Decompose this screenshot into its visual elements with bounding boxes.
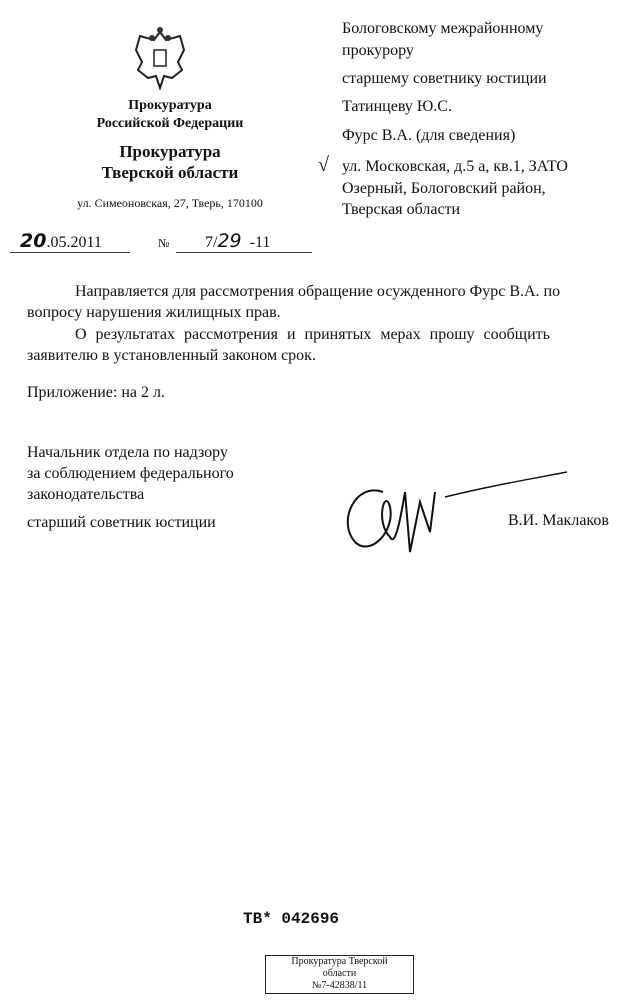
stamp-line: Прокуратура Тверской: [291, 956, 388, 967]
number-handwritten: 29: [217, 230, 242, 252]
body-paragraph-1-cont: вопросу нарушения жилищных прав.: [27, 304, 281, 321]
org-name-line1: Прокуратура: [128, 98, 212, 113]
recipient-line: Тверская области: [342, 201, 461, 218]
signer-title-line: законодательства: [27, 486, 145, 503]
body-paragraph-2-cont: заявителю в установленный законом срок.: [27, 347, 316, 364]
signer-title-line: за соблюдением федерального: [27, 465, 234, 482]
recipient-line: Татинцеву Ю.С.: [342, 98, 452, 115]
number-prefix: 7/: [205, 234, 218, 251]
number-label: №: [158, 236, 170, 250]
signer-title-line: Начальник отдела по надзору: [27, 444, 228, 461]
attachment-note: Приложение: на 2 л.: [27, 384, 165, 401]
sender-address: ул. Симеоновская, 27, Тверь, 170100: [77, 196, 263, 210]
org-name-line2: Российской Федерации: [96, 116, 244, 131]
signer-name: В.И. Маклаков: [508, 512, 609, 529]
checkmark-icon: √: [318, 154, 329, 176]
document-date: [20, 230, 102, 252]
recipient-line: ул. Московская, д.5 а, кв.1, ЗАТО: [342, 158, 568, 175]
serial-number: ТВ* 042696: [243, 910, 340, 928]
signer-rank: старший советник юстиции: [27, 514, 216, 531]
recipient-line: Озерный, Бологовский район,: [342, 180, 546, 197]
recipient-line: Фурс В.А. (для сведения): [342, 127, 516, 144]
recipient-line: прокурору: [342, 42, 414, 59]
registration-stamp: [265, 955, 414, 994]
dept-name-line2: Тверской области: [101, 163, 239, 182]
date-printed: .05.2011: [46, 234, 102, 251]
dept-name-line1: Прокуратура: [119, 142, 221, 161]
number-suffix: -11: [249, 234, 271, 251]
recipient-line: старшему советнику юстиции: [342, 70, 547, 87]
stamp-line: №7-42838/11: [311, 980, 368, 991]
document-number: [205, 230, 270, 252]
body-paragraph-1: Направляется для рассмотрения обращение осужденного Фурс В.А. по: [75, 283, 561, 300]
date-handwritten: 20: [20, 230, 47, 252]
stamp-line: области: [322, 968, 357, 979]
body-paragraph-2: О результатах рассмотрения и принятых мерах прошу сообщить: [75, 326, 550, 343]
coat-of-arms-emblem: [130, 26, 190, 90]
recipient-line: Бологовскому межрайонному: [342, 20, 544, 37]
